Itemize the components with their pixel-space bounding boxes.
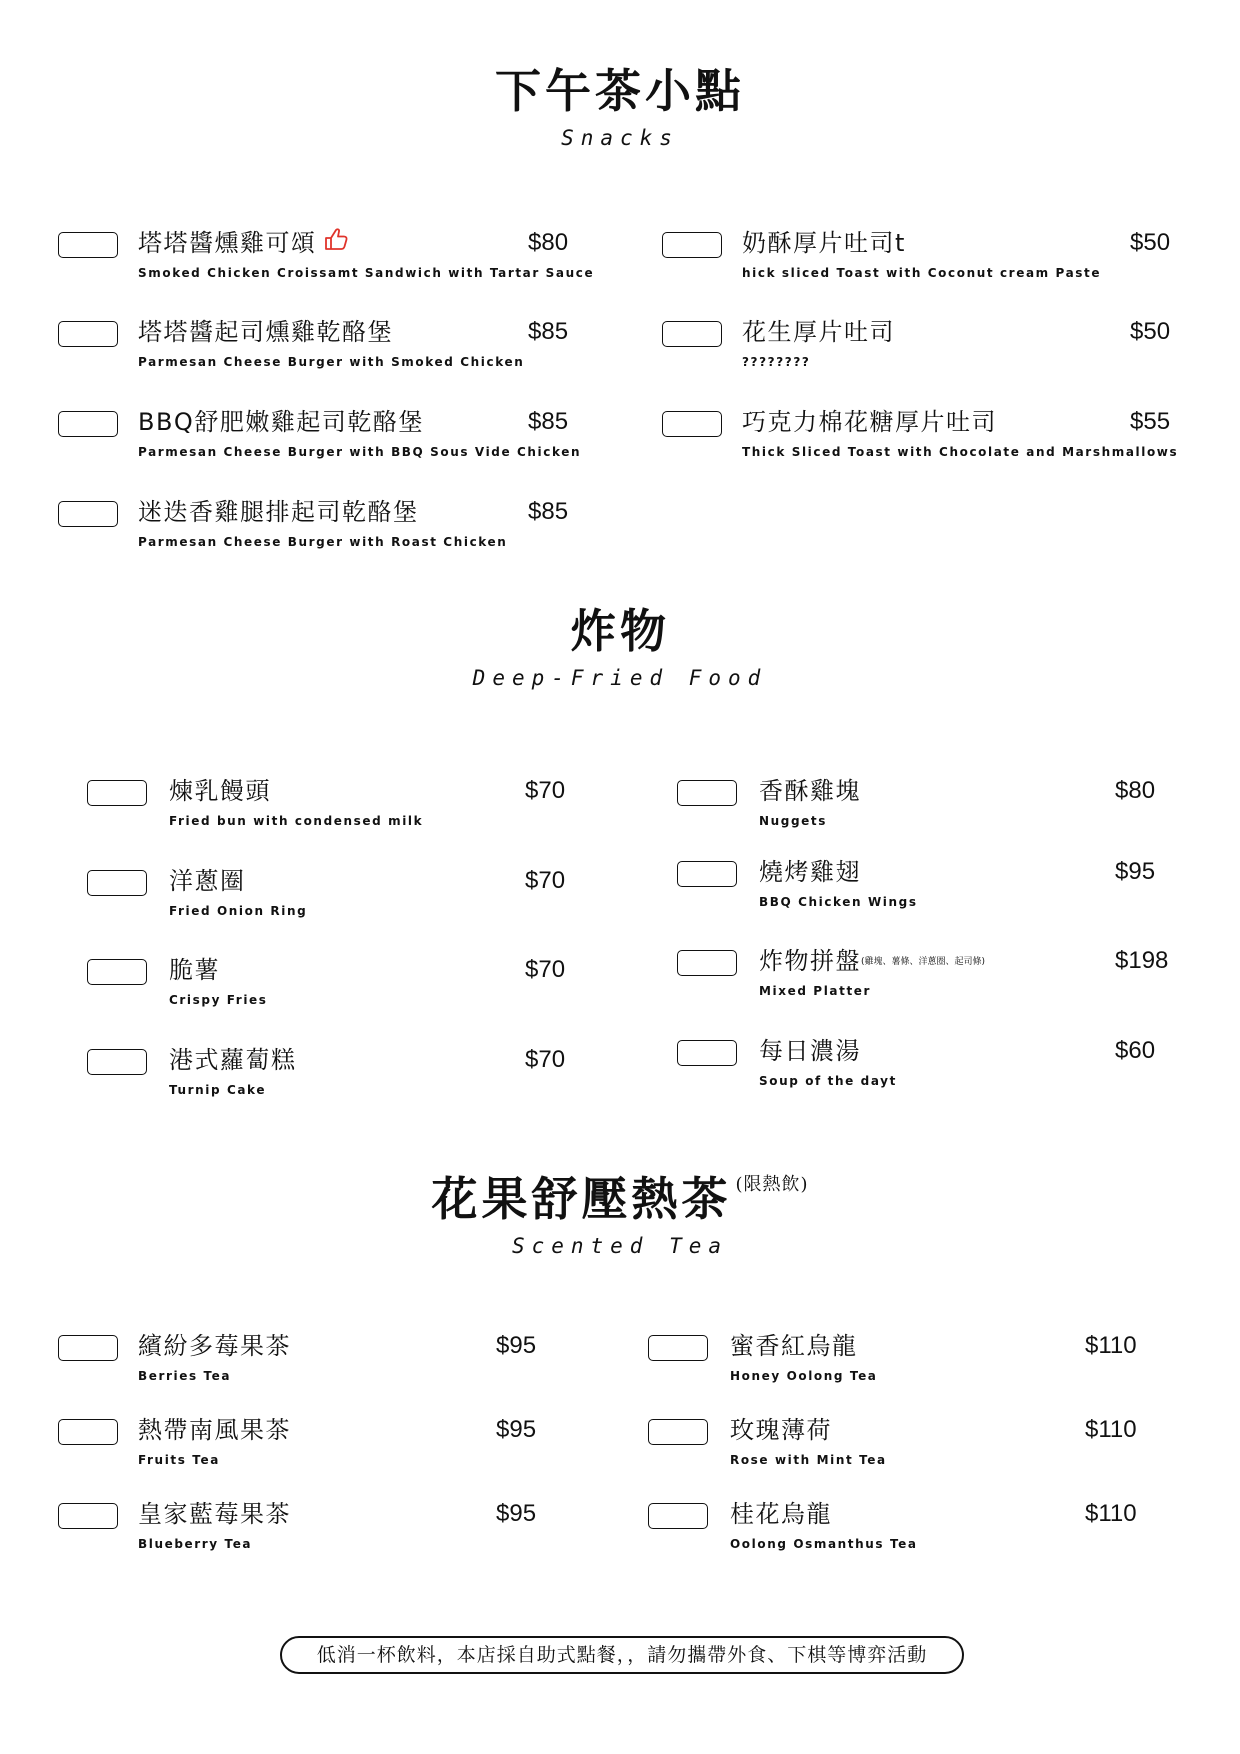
order-checkbox[interactable] xyxy=(662,411,722,437)
item-name: 塔塔醬起司燻雞乾酪堡 xyxy=(138,318,393,346)
item-name-en: Parmesan Cheese Burger with BBQ Sous Vide Chicken xyxy=(138,445,582,459)
item-name-en: Parmesan Cheese Burger with Roast Chicken xyxy=(138,535,508,549)
item-name-en: Mixed Platter xyxy=(759,984,872,998)
item-price: $85 xyxy=(528,318,569,345)
snacks-title-zh: 下午茶小點 xyxy=(495,64,745,118)
menu-item xyxy=(87,776,587,836)
order-checkbox[interactable] xyxy=(87,959,147,985)
item-name: 蜜香紅烏龍 xyxy=(730,1332,858,1360)
order-checkbox[interactable] xyxy=(58,1335,118,1361)
item-name-en: Turnip Cake xyxy=(169,1083,267,1097)
item-name-en: Smoked Chicken Croissamt Sandwich with Tartar Sauce xyxy=(138,266,595,280)
tea-title-zh: 花果舒壓熱茶 $^{(限熱飲)}$ xyxy=(431,1172,809,1226)
item-price: $70 xyxy=(525,1046,566,1073)
order-checkbox[interactable] xyxy=(677,950,737,976)
item-name: 巧克力棉花糖厚片吐司 xyxy=(742,408,997,436)
order-checkbox[interactable] xyxy=(58,321,118,347)
item-name: 炸物拼盤(雞塊、薯條、洋蔥圈、起司條) xyxy=(759,947,986,975)
item-name: 花生厚片吐司 xyxy=(742,318,895,346)
item-price: $80 xyxy=(1115,777,1156,804)
menu-item xyxy=(58,497,578,557)
item-name: 奶酥厚片吐司t xyxy=(742,229,906,257)
order-checkbox[interactable] xyxy=(648,1335,708,1361)
item-name: 迷迭香雞腿排起司乾酪堡 xyxy=(138,498,419,526)
menu-item xyxy=(648,1415,1178,1475)
tea-header xyxy=(0,1172,1240,1258)
tea-title-note: (限熱飲) xyxy=(735,1174,809,1195)
item-price: $70 xyxy=(525,777,566,804)
menu-item xyxy=(87,1045,587,1105)
item-price: $95 xyxy=(496,1500,537,1527)
footer-notice: 低消一杯飲料，本店採自助式點餐，，請勿攜帶外食、下棋等博弈活動 xyxy=(280,1636,964,1674)
menu-item xyxy=(677,776,1197,836)
menu-item xyxy=(648,1331,1178,1391)
menu-item xyxy=(87,866,587,926)
menu-item xyxy=(87,955,587,1015)
item-name: 皇家藍莓果茶 xyxy=(138,1500,291,1528)
item-price: $85 xyxy=(528,408,569,435)
order-checkbox[interactable] xyxy=(58,1503,118,1529)
item-name-en: Parmesan Cheese Burger with Smoked Chicken xyxy=(138,355,525,369)
item-name: 塔塔醬燻雞可頌 xyxy=(138,228,349,259)
order-checkbox[interactable] xyxy=(58,501,118,527)
tea-title-en: Scented Tea xyxy=(511,1234,729,1258)
thumbs-up-icon xyxy=(323,226,349,259)
menu-item xyxy=(677,857,1197,917)
item-name-en: Berries Tea xyxy=(138,1369,232,1383)
item-name-en: Oolong Osmanthus Tea xyxy=(730,1537,918,1551)
fried-title-zh: 炸物 xyxy=(570,604,670,658)
item-name: 熱帶南風果茶 xyxy=(138,1416,291,1444)
menu-item xyxy=(677,1036,1197,1096)
order-checkbox[interactable] xyxy=(87,1049,147,1075)
item-name: 香酥雞塊 xyxy=(759,777,861,805)
item-name-en: ???????? xyxy=(742,355,811,369)
snacks-header xyxy=(0,64,1240,150)
item-price: $198 xyxy=(1115,947,1169,974)
item-name-en: BBQ Chicken Wings xyxy=(759,895,918,909)
fried-title-en: Deep-Fried Food xyxy=(472,666,768,690)
fried-header xyxy=(0,604,1240,690)
item-price: $85 xyxy=(528,498,569,525)
item-name-en: hick sliced Toast with Coconut cream Paste xyxy=(742,266,1102,280)
menu-item xyxy=(58,1499,558,1559)
item-name: 港式蘿蔔糕 xyxy=(169,1046,297,1074)
item-name-en: Soup of the dayt xyxy=(759,1074,897,1088)
item-price: $50 xyxy=(1130,229,1171,256)
item-name-en: Crispy Fries xyxy=(169,993,268,1007)
item-name: 脆薯 xyxy=(169,956,220,984)
item-name-en: Nuggets xyxy=(759,814,827,828)
item-name-note: (雞塊、薯條、洋蔥圈、起司條) xyxy=(861,957,986,967)
menu-item xyxy=(58,228,595,288)
item-name: 玫瑰薄荷 xyxy=(730,1416,832,1444)
item-name-en: Rose with Mint Tea xyxy=(730,1453,887,1467)
item-name: 桂花烏龍 xyxy=(730,1500,832,1528)
item-name: BBQ舒肥嫩雞起司乾酪堡 xyxy=(138,408,424,436)
item-price: $50 xyxy=(1130,318,1171,345)
order-checkbox[interactable] xyxy=(677,861,737,887)
menu-item xyxy=(58,1415,558,1475)
item-name: 繽紛多莓果茶 xyxy=(138,1332,291,1360)
item-price: $55 xyxy=(1130,408,1171,435)
item-name-en: Honey Oolong Tea xyxy=(730,1369,878,1383)
item-price: $70 xyxy=(525,956,566,983)
order-checkbox[interactable] xyxy=(648,1503,708,1529)
item-price: $80 xyxy=(528,229,569,256)
item-price: $95 xyxy=(496,1332,537,1359)
item-name-en: Fried bun with condensed milk xyxy=(169,814,424,828)
menu-item xyxy=(58,317,578,377)
item-price: $95 xyxy=(1115,858,1156,885)
item-price: $110 xyxy=(1085,1500,1137,1527)
item-name-en: Blueberry Tea xyxy=(138,1537,253,1551)
item-name: 煉乳饅頭 xyxy=(169,777,271,805)
menu-item xyxy=(648,1499,1178,1559)
menu-item xyxy=(58,1331,558,1391)
order-checkbox[interactable] xyxy=(87,780,147,806)
item-name-en: Fried Onion Ring xyxy=(169,904,308,918)
item-price: $110 xyxy=(1085,1416,1137,1443)
menu-item xyxy=(662,317,1182,377)
menu-item xyxy=(58,407,582,467)
order-checkbox[interactable] xyxy=(648,1419,708,1445)
order-checkbox[interactable] xyxy=(677,780,737,806)
item-name: 燒烤雞翅 xyxy=(759,858,861,886)
item-name: 每日濃湯 xyxy=(759,1037,861,1065)
order-checkbox[interactable] xyxy=(58,232,118,258)
menu-item xyxy=(662,228,1182,288)
order-checkbox[interactable] xyxy=(662,321,722,347)
menu-item xyxy=(677,946,1197,1006)
menu-item xyxy=(662,407,1182,467)
snacks-title-en: Snacks xyxy=(561,126,679,150)
order-checkbox[interactable] xyxy=(662,232,722,258)
item-name-en: Thick Sliced Toast with Chocolate and Marshmallows xyxy=(742,445,1179,459)
order-checkbox[interactable] xyxy=(87,870,147,896)
item-price: $60 xyxy=(1115,1037,1156,1064)
item-price: $95 xyxy=(496,1416,537,1443)
order-checkbox[interactable] xyxy=(58,411,118,437)
item-name-en: Fruits Tea xyxy=(138,1453,220,1467)
item-name: 洋蔥圈 xyxy=(169,867,246,895)
item-price: $110 xyxy=(1085,1332,1137,1359)
order-checkbox[interactable] xyxy=(677,1040,737,1066)
item-price: $70 xyxy=(525,867,566,894)
order-checkbox[interactable] xyxy=(58,1419,118,1445)
